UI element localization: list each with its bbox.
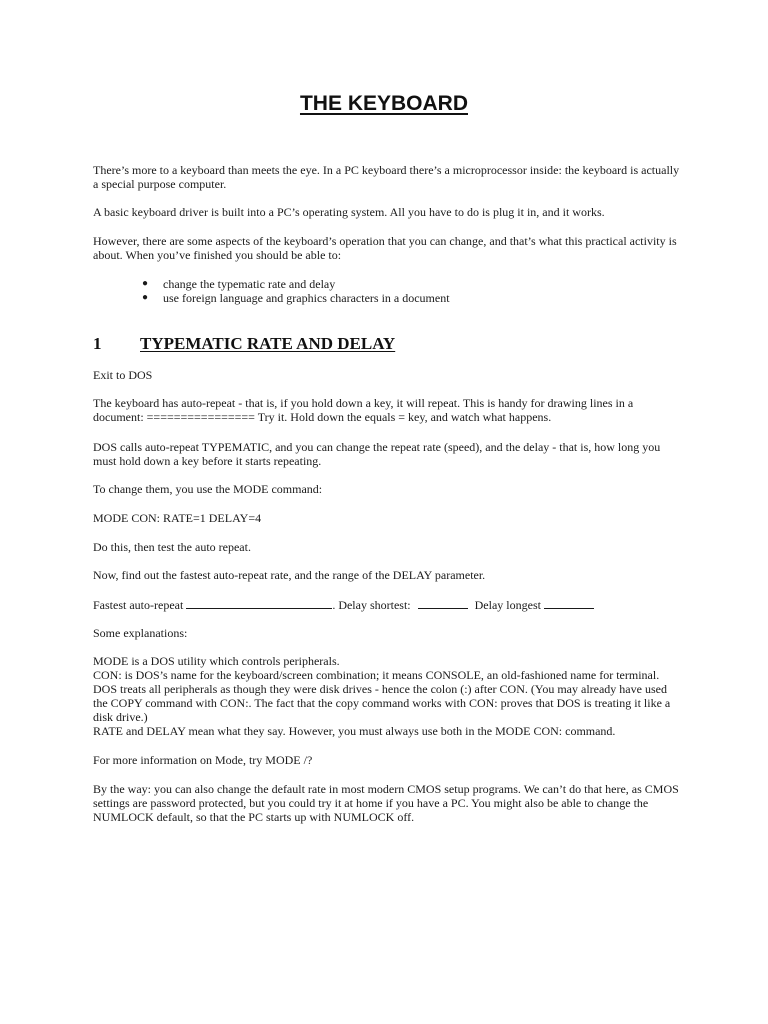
mode-explanation: MODE is a DOS utility which controls peripherals. (93, 654, 340, 668)
delay-longest-label: Delay longest (474, 598, 541, 612)
intro-paragraph-2: A basic keyboard driver is built into a PC’s operating system. All you have to do is plug it in, and it works. (93, 205, 605, 219)
list-item-text: change the typematic rate and delay (163, 277, 336, 291)
fastest-blank[interactable] (186, 597, 332, 609)
fill-in-line (93, 597, 683, 612)
page-title: THE KEYBOARD (299, 92, 468, 115)
intro-paragraph-3: However, there are some aspects of the keyboard’s operation that you can change, and that’s what this practical activity is about. When you’ve finished you should be able to: (93, 234, 677, 262)
section-heading (93, 334, 683, 354)
bullet-icon: ● (142, 278, 149, 289)
test-instruction: Do this, then test the auto repeat. (93, 540, 251, 554)
rate-delay-explanation: RATE and DELAY mean what they say. However, you must always use both in the MODE CON: command. (93, 724, 616, 738)
more-info-paragraph: For more information on Mode, try MODE /? (93, 753, 313, 767)
autorepeat-paragraph: The keyboard has auto-repeat - that is, if you hold down a key, it will repeat. This is handy for drawing lines in a document: ================ Try it. Hold down the equals = key, and watch what happens. (93, 396, 634, 424)
explanations-heading: Some explanations: (93, 626, 188, 640)
section-number: 1 (93, 334, 102, 353)
list-item-text: use foreign language and graphics characters in a document (163, 291, 450, 305)
objectives-list (93, 277, 683, 305)
typematic-paragraph: DOS calls auto-repeat TYPEMATIC, and you can change the repeat rate (speed), and the delay - that is, how long you must hold down a key before it starts repeating. (93, 440, 661, 468)
fastest-label: Fastest auto-repeat (93, 598, 184, 612)
delay-shortest-label: . Delay shortest: (332, 598, 411, 612)
list-item (93, 291, 683, 305)
cmos-paragraph: By the way: you can also change the default rate in most modern CMOS setup programs. We can’t do that here, as CMOS settings are password protected, but you could try it at home if you have a PC. You might also be able to change the NUMLOCK default, so that the PC starts up with NUMLOCK off. (93, 782, 679, 824)
find-out-instruction: Now, find out the fastest auto-repeat rate, and the range of the DELAY parameter. (93, 568, 486, 582)
delay-longest-blank[interactable] (544, 597, 594, 609)
mode-command-example: MODE CON: RATE=1 DELAY=4 (93, 511, 262, 525)
delay-shortest-blank[interactable] (418, 597, 468, 609)
list-item (93, 277, 683, 291)
section-title: TYPEMATIC RATE AND DELAY (140, 334, 396, 353)
bullet-icon: ● (142, 292, 149, 303)
intro-paragraph-1: There’s more to a keyboard than meets the eye. In a PC keyboard there’s a microprocessor inside: the keyboard is actually a special purpose computer. (93, 163, 680, 191)
con-explanation: CON: is DOS’s name for the keyboard/screen combination; it means CONSOLE, an old-fashioned name for terminal. DOS treats all peripherals as though they were disk drives - hence the colon (:) after CON. (You may already have used the COPY command with CON:. The fact that the copy command works with CON: proves that DOS is treating it like a disk drive.) (93, 668, 671, 724)
mode-intro-paragraph: To change them, you use the MODE command: (93, 482, 323, 496)
exit-instruction: Exit to DOS (93, 368, 153, 382)
